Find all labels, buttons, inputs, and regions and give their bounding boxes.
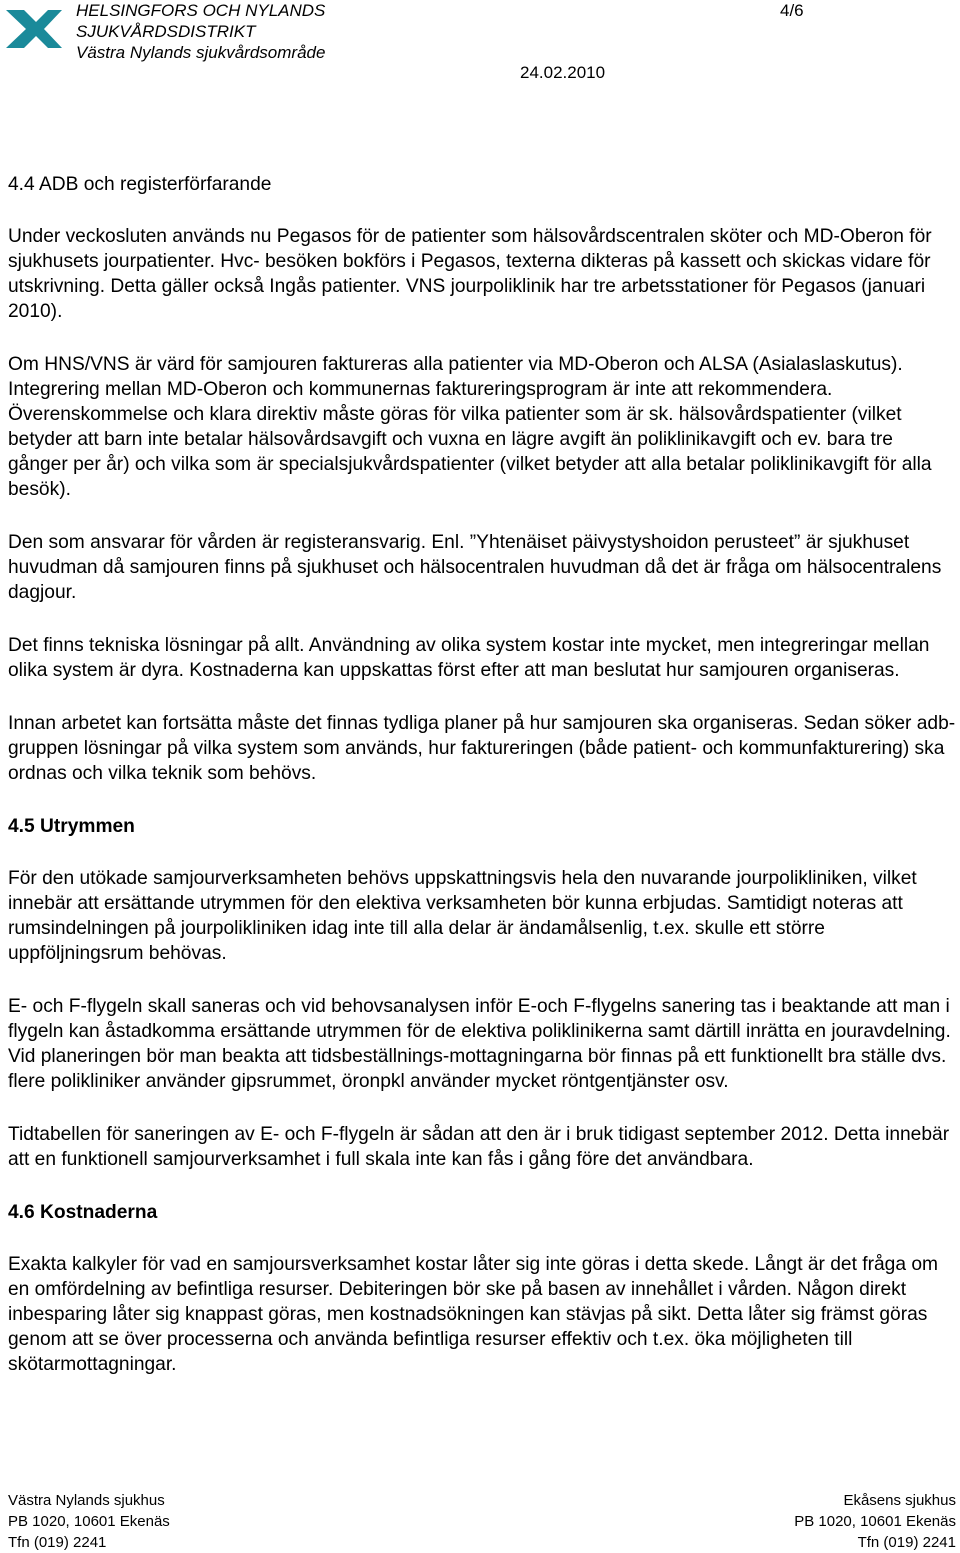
section-heading-4-4: 4.4 ADB och registerförfarande bbox=[8, 174, 272, 195]
paragraph: Exakta kalkyler för vad en samjoursverksamhet kostar låter sig inte göras i detta skede. Långt är det fråga om en omfördelning av befintliga resurser. Debiteringen bör ske på basen av innehållet i vården. Någon direkt inbesparing låter sig knappast göras, men kostnadsökningen kan stävjas på sikt. Detta låter sig främst göras genom att se över processerna och använda befintliga resurser effektiv och t.ex. öka möjligheten till skötarmottagningar. bbox=[8, 1254, 938, 1375]
page-header bbox=[0, 0, 960, 90]
section-heading-4-6: 4.6 Kostnaderna bbox=[8, 1202, 158, 1223]
footer-left-line-3: Tfn (019) 2241 bbox=[8, 1534, 107, 1551]
paragraph: E- och F-flygeln skall saneras och vid behovsanalysen inför E-och F-flygelns sanering tas i beaktande att man i flygeln kan åstadkomma ersättande utrymmen för de elektiva poliklinikerna samt därtill inrätta en jouravdelning. Vid planeringen bör man beakta att tidsbeställnings-mottagningarna bör finnas på ett funktionellt bra ställe dvs. flere polikliniker använder gipsrummet, öronpkl använder mycket röntgentjänster osv. bbox=[8, 996, 951, 1092]
paragraph: Det finns tekniska lösningar på allt. Användning av olika system kostar inte mycket, men integreringar mellan olika system är dyra. Kostnaderna kan uppskattas först efter att man beslutat hur samjouren organiseras. bbox=[8, 635, 930, 681]
org-line-3: Västra Nylands sjukvårdsområde bbox=[76, 43, 326, 62]
footer-left-line-1: Västra Nylands sjukhus bbox=[8, 1492, 165, 1509]
footer-address-right bbox=[794, 1490, 956, 1553]
organization-name bbox=[76, 0, 325, 63]
paragraph: För den utökade samjourverksamheten behövs uppskattningsvis hela den nuvarande jourpolikliniken, vilket innebär att ersättande utrymmen för den elektiva verksamheten bör kunna erbjudas. Samtidigt noteras att rumsindelningen på jourpolikliniken idag inte till alla delar är ändamålsenlig, t.ex. skulle ett större uppföljningsrum behövas. bbox=[8, 868, 917, 964]
hus-cross-logo bbox=[2, 6, 66, 52]
section-heading-4-5: 4.5 Utrymmen bbox=[8, 816, 135, 837]
paragraph: Den som ansvarar för vården är registeransvarig. Enl. ”Yhtenäiset päivystyshoidon perusteet” är sjukhuset huvudman då samjouren finns på sjukhuset och hälsocentralen huvudman då det är fråga om hälsocentralens dagjour. bbox=[8, 532, 942, 603]
footer-left-line-2: PB 1020, 10601 Ekenäs bbox=[8, 1513, 170, 1530]
document-body bbox=[8, 172, 956, 1405]
document-date: 24.02.2010 bbox=[520, 63, 606, 82]
paragraph: Tidtabellen för saneringen av E- och F-flygeln är sådan att den är i bruk tidigast september 2012. Detta innebär att en funktionell samjourverksamhet i full skala inte kan fås i gång före det användbara. bbox=[8, 1124, 950, 1170]
paragraph: Under veckosluten används nu Pegasos för de patienter som hälsovårdscentralen sköter och MD-Oberon för sjukhusets jourpatienter. Hvc- besöken bokförs i Pegasos, texterna dikteras på kassett och skickas vidare för utskrivning. Detta gäller också Ingås patienter. VNS jourpoliklinik har tre arbetsstationer för Pegasos (januari 2010). bbox=[8, 226, 932, 322]
paragraph: Om HNS/VNS är värd för samjouren faktureras alla patienter via MD-Oberon och ALSA (Asialaslaskutus). Integrering mellan MD-Oberon och kommunernas faktureringsprogram är inte att rekommendera. Överenskommelse och klara direktiv måste göras för vilka patienter som är sk. hälsovårdspatienter (vilket betyder att barn inte betalar hälsovårdsavgift och vuxna en lägre avgift än poliklinikavgift och ev. bara tre gånger per år) och vilka som är specialsjukvårdspatienter (vilket betyder att alla betalar poliklinikavgift för alla besök). bbox=[8, 354, 932, 500]
page-number: 4/6 bbox=[780, 1, 804, 20]
footer-right-line-1: Ekåsens sjukhus bbox=[843, 1492, 956, 1509]
org-line-1: HELSINGFORS OCH NYLANDS bbox=[76, 1, 326, 20]
footer-right-line-2: PB 1020, 10601 Ekenäs bbox=[794, 1513, 956, 1530]
paragraph: Innan arbetet kan fortsätta måste det finnas tydliga planer på hur samjouren ska organiseras. Sedan söker adb-gruppen lösningar på vilka system som används, hur faktureringen (både patient- och kommunfakturering) ska ordnas och vilka teknik som behövs. bbox=[8, 713, 956, 784]
footer-right-line-3: Tfn (019) 2241 bbox=[857, 1534, 956, 1551]
org-line-2: SJUKVÅRDSDISTRIKT bbox=[76, 22, 256, 41]
footer-address-left bbox=[8, 1490, 170, 1553]
